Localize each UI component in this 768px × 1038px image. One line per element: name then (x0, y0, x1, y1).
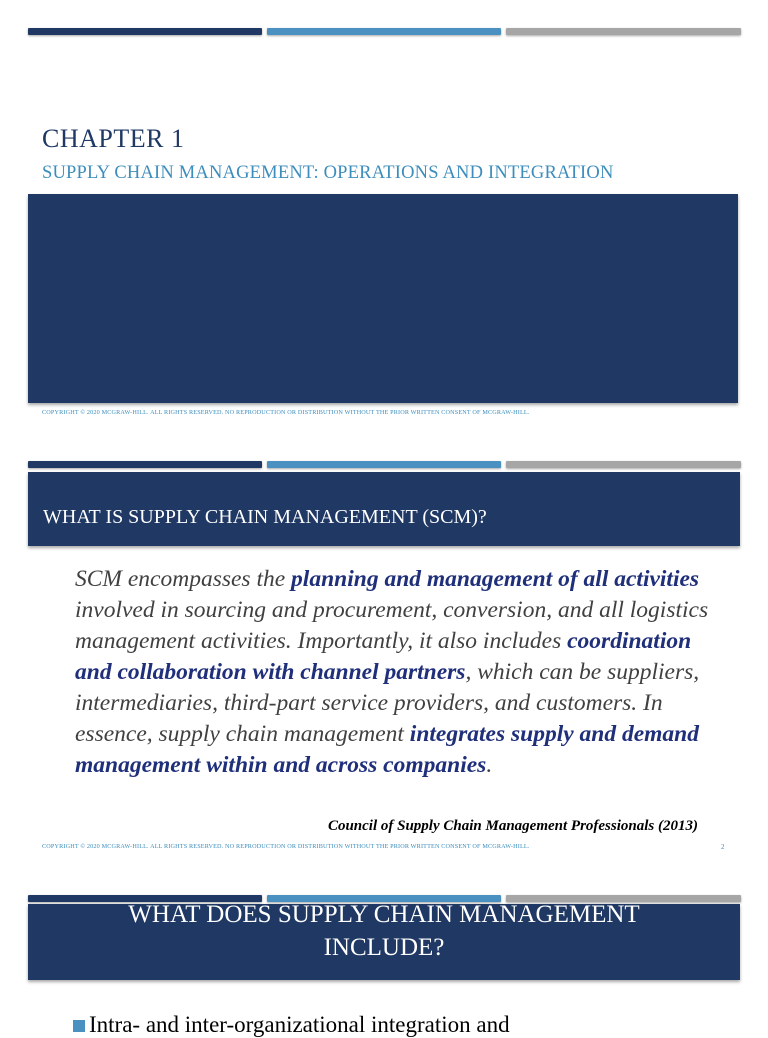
slide-title (28, 898, 740, 964)
title-banner (28, 901, 740, 980)
bullet-square-icon (73, 1020, 85, 1032)
quote-text: , which can be suppliers, intermediaries, third-part service providers, and customers. In essence, supply chain management (75, 659, 700, 747)
accent-bar-light (506, 461, 741, 468)
quote-text: SCM encompasses the (75, 566, 292, 592)
quote-emphasis: planning and management of all activities (291, 566, 700, 592)
accent-bar-dark (28, 461, 262, 468)
accent-bar-mid (267, 28, 501, 35)
chapter-subtitle: SUPPLY CHAIN MANAGEMENT: OPERATIONS AND INTEGRATION (42, 163, 614, 183)
accent-bar-light (506, 28, 741, 35)
scm-definition-quote (75, 564, 715, 781)
bullet-text: Intra- and inter-organizational integration and (89, 1012, 510, 1037)
quote-source: Council of Supply Chain Management Professionals (2013) (327, 818, 698, 834)
slide-2 (0, 440, 768, 860)
accent-bar-mid (267, 461, 501, 468)
quote-text: . (486, 752, 493, 778)
slide-title: WHAT IS SUPPLY CHAIN MANAGEMENT (SCM)? (43, 506, 487, 528)
chapter-title: CHAPTER 1 (42, 124, 185, 153)
slide-1 (0, 0, 768, 440)
accent-bars (28, 28, 741, 36)
slide-title-line: WHAT DOES SUPPLY CHAIN MANAGEMENT (128, 901, 640, 928)
copyright-notice: COPYRIGHT © 2020 MCGRAW-HILL. ALL RIGHTS RESERVED. NO REPRODUCTION OR DISTRIBUTION WITHOUT THE PRIOR WRITTEN CONSENT OF MCGRAW-HILL. (42, 843, 530, 850)
title-panel (28, 194, 738, 403)
copyright-notice: COPYRIGHT © 2020 MCGRAW-HILL. ALL RIGHTS RESERVED. NO REPRODUCTION OR DISTRIBUTION WITHOUT THE PRIOR WRITTEN CONSENT OF MCGRAW-HILL. (42, 409, 530, 416)
accent-bars (28, 461, 741, 469)
bullet-item (73, 1012, 510, 1038)
title-banner (28, 472, 740, 546)
quote-emphasis: integrates supply and demand management within and across companies (75, 721, 700, 778)
page-number: 2 (721, 843, 725, 851)
slide-3 (0, 860, 768, 1037)
quote-text: involved in sourcing and procurement, conversion, and all logistics management activities. Importantly, it also includes (75, 597, 709, 654)
slide-title-line: INCLUDE? (323, 934, 445, 961)
accent-bar-dark (28, 28, 262, 35)
quote-emphasis: coordination and collaboration with channel partners (75, 628, 692, 685)
